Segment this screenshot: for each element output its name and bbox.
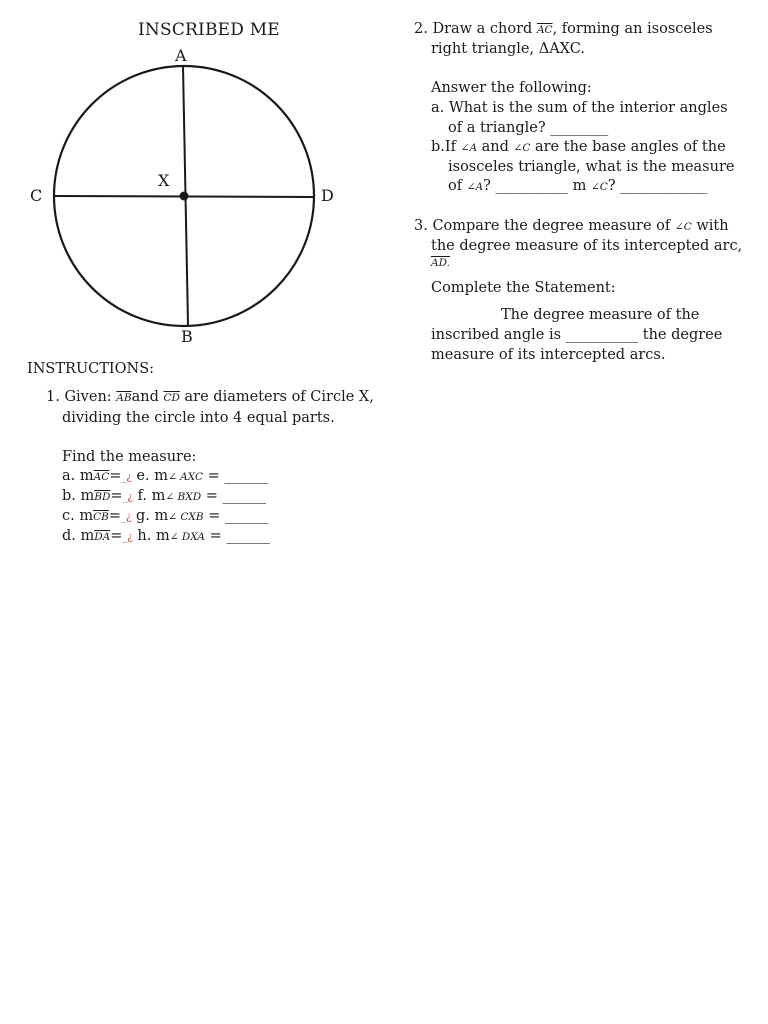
item1-line1-rest: are diameters of Circle X, — [184, 389, 374, 405]
row-b-mark: _¿ — [122, 492, 133, 503]
measure-row-b: b. $m\overline{BD}=\_¿$ f. m∠ BXD = ______ — [62, 488, 266, 504]
item2a-line2: of a triangle? ________ — [448, 120, 609, 136]
item2b-blank-a: ? __________ — [483, 178, 569, 194]
item2b-rest: are the base angles of the — [534, 139, 726, 155]
item2-text-b: , forming an isosceles — [552, 21, 713, 37]
row-e-label: e. m — [136, 468, 168, 484]
item1-given: Given: — [64, 389, 112, 405]
row-a-mark: _¿ — [121, 472, 132, 483]
point-d-label: D — [321, 186, 334, 205]
row-c-equals: = — [108, 508, 121, 524]
item1-line2: dividing the circle into 4 equal parts. — [62, 410, 335, 426]
item3-line2: the degree measure of its intercepted arc, — [431, 238, 743, 254]
angle-bxd: BXD — [177, 491, 202, 503]
arc-da: $\overline{DA}$ — [94, 531, 111, 543]
chord-ac: $\overline{AC}$ — [536, 24, 553, 36]
center-point — [180, 192, 189, 201]
measure-row-d: d. $m\overline{DA}=\_¿$ h. m∠ DXA = ______ — [62, 528, 270, 544]
row-d-label: d. m — [62, 528, 95, 544]
row-a-equals: = — [109, 468, 122, 484]
point-c-label: C — [30, 186, 43, 205]
page-title: INSCRIBED ME — [138, 20, 280, 40]
find-measure-label: Find the measure: — [62, 449, 197, 465]
item2-line1 — [414, 21, 713, 37]
angle-axc: AXC — [180, 471, 204, 483]
item2-number: 2. — [414, 21, 428, 37]
row-b-equals: = — [110, 488, 123, 504]
measure-row-c: c. $m\overline{CB}=\_¿$ g. m∠ CXB = ______ — [62, 508, 269, 524]
row-b-label: b. m — [62, 488, 95, 504]
item3-line1: 3. Compare the degree measure of ∠C with — [414, 218, 729, 234]
row-c-mark: _¿ — [121, 512, 132, 523]
angle-c-ref: C — [599, 181, 608, 193]
point-x-label: X — [158, 171, 170, 190]
item1-number: 1. — [46, 389, 60, 405]
angle-a: A — [469, 142, 478, 154]
item2a-text: What is the sum of the interior angles — [448, 100, 728, 116]
angle-c: C — [522, 142, 531, 154]
row-d-equals: = — [110, 528, 123, 544]
row-f-label: f. m — [137, 488, 166, 504]
arc-ad: AD. — [431, 257, 450, 269]
item3-text-a: Compare the degree measure of — [432, 218, 671, 234]
angle-dxa: DXA — [181, 531, 205, 543]
arc-cb: $\overline{CB}$ — [93, 511, 109, 523]
complete-heading: Complete the Statement: — [431, 280, 616, 296]
item3-text-b: with — [696, 218, 729, 234]
row-a-label: a. m — [62, 468, 94, 484]
item1-line1 — [46, 389, 374, 405]
item2-text-a: Draw a chord — [432, 21, 533, 37]
instructions-heading: INSTRUCTIONS: — [27, 361, 155, 377]
row-g-label: g. m — [135, 508, 169, 524]
row-h-label: h. m — [137, 528, 170, 544]
item2a-line1 — [431, 100, 728, 116]
item2b-label: b. — [431, 139, 445, 155]
answer-heading: Answer the following: — [431, 80, 592, 96]
measure-row-a: a. $m\overline{AC}=\_¿$ e. m∠ AXC = ______ — [62, 468, 268, 484]
item2b-m: m — [572, 178, 587, 194]
row-d-mark: _¿ — [122, 532, 133, 543]
row-f-blank: = ______ — [205, 488, 266, 504]
item2b-if: If — [444, 139, 457, 155]
item2b-of: of — [448, 178, 463, 194]
row-g-blank: = ______ — [208, 508, 269, 524]
statement-line1: The degree measure of the — [501, 307, 700, 323]
row-e-blank: = ______ — [207, 468, 268, 484]
item2b-blank-c: ? ____________ — [607, 178, 708, 194]
item2b-line3: of ∠A? __________ m ∠C? ____________ — [448, 178, 708, 194]
angle-a-ref: A — [475, 181, 484, 193]
point-b-label: B — [181, 327, 193, 346]
statement-line3: measure of its intercepted arcs. — [431, 347, 666, 363]
segment-cd: $\overline{CD}$ — [163, 392, 180, 404]
angle-c-item3: C — [683, 221, 692, 233]
item2-line2: right triangle, ΔAXC. — [431, 41, 585, 57]
row-h-blank: = ______ — [209, 528, 270, 544]
item2b-line2: isosceles triangle, what is the measure — [448, 159, 735, 175]
angle-cxb: CXB — [180, 511, 204, 523]
item1-and: and — [131, 389, 159, 405]
arc-bd: $\overline{BD}$ — [94, 491, 111, 503]
row-c-label: c. m — [62, 508, 94, 524]
point-a-label: A — [175, 46, 187, 65]
arc-ac: $\overline{AC}$ — [93, 471, 110, 483]
item2a-label: a. — [431, 100, 445, 116]
item2b-line1: b.If ∠A and ∠C are the base angles of the — [431, 139, 726, 155]
item3-number: 3. — [414, 218, 428, 234]
statement-line2: inscribed angle is __________ the degree — [431, 327, 723, 343]
segment-ab: $\overline{AB}$ — [116, 392, 132, 404]
item2b-and: and — [481, 139, 509, 155]
